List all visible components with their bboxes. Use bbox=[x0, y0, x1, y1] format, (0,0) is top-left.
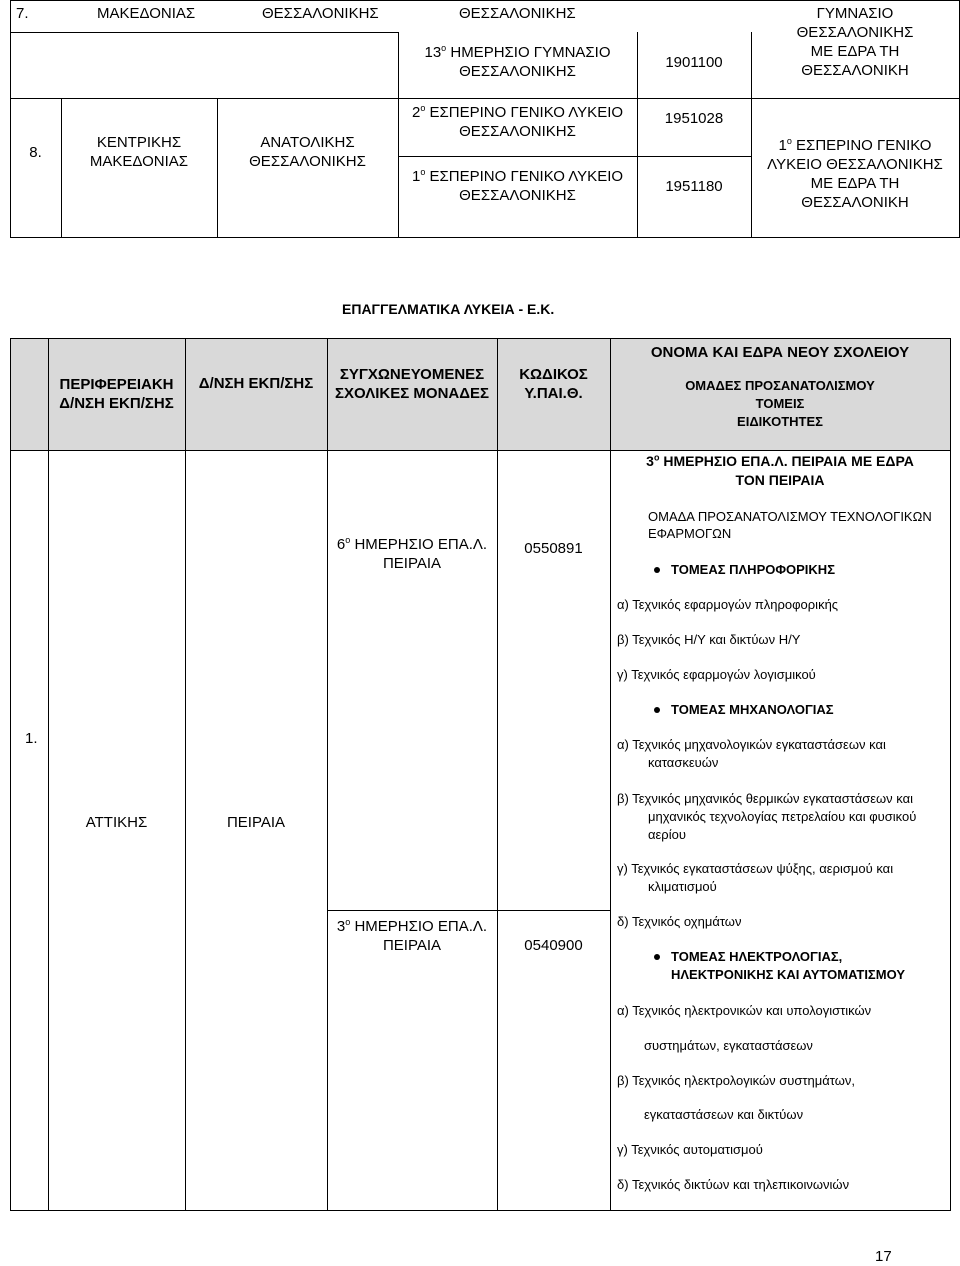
code-cell: 0540900 bbox=[524, 936, 583, 954]
directorate-cell: ΠΕΙΡΑΙΑ bbox=[226, 813, 286, 831]
bullet-icon bbox=[654, 567, 660, 573]
specialty-item: κατασκευών bbox=[648, 755, 719, 770]
header-directorate: Δ/ΝΣΗ ΕΚΠ/ΣΗΣ bbox=[198, 374, 314, 392]
header-units: ΣΥΓΧΩΝΕΥΟΜΕΝΕΣ ΣΧΟΛΙΚΕΣ ΜΟΝΑΔΕΣ bbox=[334, 366, 490, 402]
new-school-cell: $1^o$ ΕΣΠΕΡΙΝΟ ΓΕΝΙΚΟ ΛΥΚΕΙΟ ΘΕΣΣΑΛΟΝΙΚΗΣ ΜΕ ΕΔΡΑ ΤΗ ΘΕΣΣΑΛΟΝΙΚΗ bbox=[767, 136, 943, 211]
new-school-name: $3^o$ ΗΜΕΡΗΣΙΟ ΕΠΑ.Λ. ΠΕΙΡΑΙΑ ΜΕ ΕΔΡΑ ΤΟΝ ΠΕΙΡΑΙΑ bbox=[646, 452, 914, 488]
specialty-item: δ) Τεχνικός δικτύων και τηλεπικοινωνιών bbox=[617, 1177, 850, 1192]
code-cell: 1901100 bbox=[665, 53, 723, 71]
specialty-item: εγκαταστάσεων και δικτύων bbox=[644, 1107, 804, 1122]
specialty-item: γ) Τεχνικός εφαρμογών λογισμικού bbox=[617, 667, 816, 682]
code-cell: 0550891 bbox=[524, 539, 583, 557]
sector-heading: ΤΟΜΕΑΣ ΜΗΧΑΝΟΛΟΓΙΑΣ bbox=[671, 702, 834, 717]
section-title: ΕΠΑΓΓΕΛΜΑΤΙΚΑ ΛΥΚΕΙΑ - Ε.Κ. bbox=[342, 301, 555, 317]
specialty-item: μηχανικός τεχνολογίας πετρελαίου και φυσικού bbox=[648, 809, 917, 824]
unit-cell: $1^o$ ΕΣΠΕΡΙΝΟ ΓΕΝΙΚΟ ΛΥΚΕΙΟ ΘΕΣΣΑΛΟΝΙΚΗΣ bbox=[411, 167, 624, 204]
directorate-cell: ΘΕΣΣΑΛΟΝΙΚΗΣ bbox=[262, 5, 379, 22]
unit-cell: $13^o$ ΗΜΕΡΗΣΙΟ ΓΥΜΝΑΣΙΟ ΘΕΣΣΑΛΟΝΙΚΗΣ bbox=[424, 43, 611, 80]
code-cell: 1951028 bbox=[664, 109, 724, 127]
specialty-item: κλιματισμού bbox=[648, 879, 717, 894]
header-code: ΚΩΔΙΚΟΣ Υ.ΠΑΙ.Θ. bbox=[519, 366, 588, 402]
specialty-item: α) Τεχνικός εφαρμογών πληροφορικής bbox=[617, 597, 839, 612]
sector-heading: ΗΛΕΚΤΡΟΝΙΚΗΣ ΚΑΙ ΑΥΤΟΜΑΤΙΣΜΟΥ bbox=[671, 967, 905, 982]
new-school-cell: ΓΥΜΝΑΣΙΟ ΘΕΣΣΑΛΟΝΙΚΗΣ ΜΕ ΕΔΡΑ ΤΗ ΘΕΣΣΑΛΟΝΙΚΗ bbox=[796, 5, 914, 79]
header-region: ΠΕΡΙΦΕΡΕΙΑΚΗ Δ/ΝΣΗ ΕΚΠ/ΣΗΣ bbox=[59, 376, 174, 412]
row-number: 8. bbox=[29, 143, 42, 161]
row-number: 7. bbox=[16, 5, 29, 22]
specialty-item: συστημάτων, εγκαταστάσεων bbox=[644, 1038, 813, 1053]
specialty-item: β) Τεχνικός ηλεκτρολογικών συστημάτων, bbox=[617, 1073, 855, 1088]
specialty-item: γ) Τεχνικός εγκαταστάσεων ψύξης, αερισμού και bbox=[617, 861, 894, 876]
sector-heading: ΤΟΜΕΑΣ ΗΛΕΚΤΡΟΛΟΓΙΑΣ, bbox=[671, 949, 843, 964]
specialty-item: γ) Τεχνικός αυτοματισμού bbox=[617, 1142, 763, 1157]
specialty-item: δ) Τεχνικός οχημάτων bbox=[617, 914, 742, 929]
bullet-icon bbox=[654, 954, 660, 960]
merged-unit-1: $6^o$ ΗΜΕΡΗΣΙΟ ΕΠΑ.Λ. ΠΕΙΡΑΙΑ bbox=[336, 535, 488, 572]
directorate-cell: ΑΝΑΤΟΛΙΚΗΣ ΘΕΣΣΑΛΟΝΙΚΗΣ bbox=[249, 134, 366, 170]
merged-unit-2: $3^o$ ΗΜΕΡΗΣΙΟ ΕΠΑ.Λ. ΠΕΙΡΑΙΑ bbox=[336, 917, 488, 954]
row-number: 1. bbox=[25, 730, 38, 747]
orientation-group: ΟΜΑΔΑ ΠΡΟΣΑΝΑΤΟΛΙΣΜΟΥ ΤΕΧΝΟΛΟΓΙΚΩΝ bbox=[648, 509, 932, 524]
specialty-item: α) Τεχνικός μηχανολογικών εγκαταστάσεων και bbox=[617, 737, 886, 752]
specialty-item: β) Τεχνικός μηχανικός θερμικών εγκαταστάσεων και bbox=[617, 791, 914, 806]
sector-heading: ΤΟΜΕΑΣ ΠΛΗΡΟΦΟΡΙΚΗΣ bbox=[671, 562, 835, 577]
specialty-item: β) Τεχνικός Η/Υ και δικτύων Η/Υ bbox=[617, 632, 801, 647]
region-cell: ΚΕΝΤΡΙΚΗΣ ΜΑΚΕΔΟΝΙΑΣ bbox=[89, 134, 189, 170]
bullet-icon bbox=[654, 707, 660, 713]
code-cell: 1951180 bbox=[665, 177, 723, 195]
specialty-item: αερίου bbox=[648, 827, 686, 842]
header-new-school: ΟΝΟΜΑ ΚΑΙ ΕΔΡΑ ΝΕΟΥ ΣΧΟΛΕΙΟΥ bbox=[650, 343, 910, 361]
orientation-group: ΕΦΑΡΜΟΓΩΝ bbox=[648, 526, 732, 541]
header-new-school-sub: ΟΜΑΔΕΣ ΠΡΟΣΑΝΑΤΟΛΙΣΜΟΥ ΤΟΜΕΙΣ ΕΙΔΙΚΟΤΗΤΕΣ bbox=[685, 378, 875, 429]
region-cell: ΜΑΚΕΔΟΝΙΑΣ bbox=[97, 5, 196, 22]
specialty-item: α) Τεχνικός ηλεκτρονικών και υπολογιστικών bbox=[617, 1003, 872, 1018]
unit-cell: ΘΕΣΣΑΛΟΝΙΚΗΣ bbox=[459, 5, 576, 22]
region-cell: ΑΤΤΙΚΗΣ bbox=[85, 813, 148, 831]
page-number: 17 bbox=[875, 1248, 892, 1265]
unit-cell: $2^o$ ΕΣΠΕΡΙΝΟ ΓΕΝΙΚΟ ΛΥΚΕΙΟ ΘΕΣΣΑΛΟΝΙΚΗΣ bbox=[411, 103, 624, 140]
